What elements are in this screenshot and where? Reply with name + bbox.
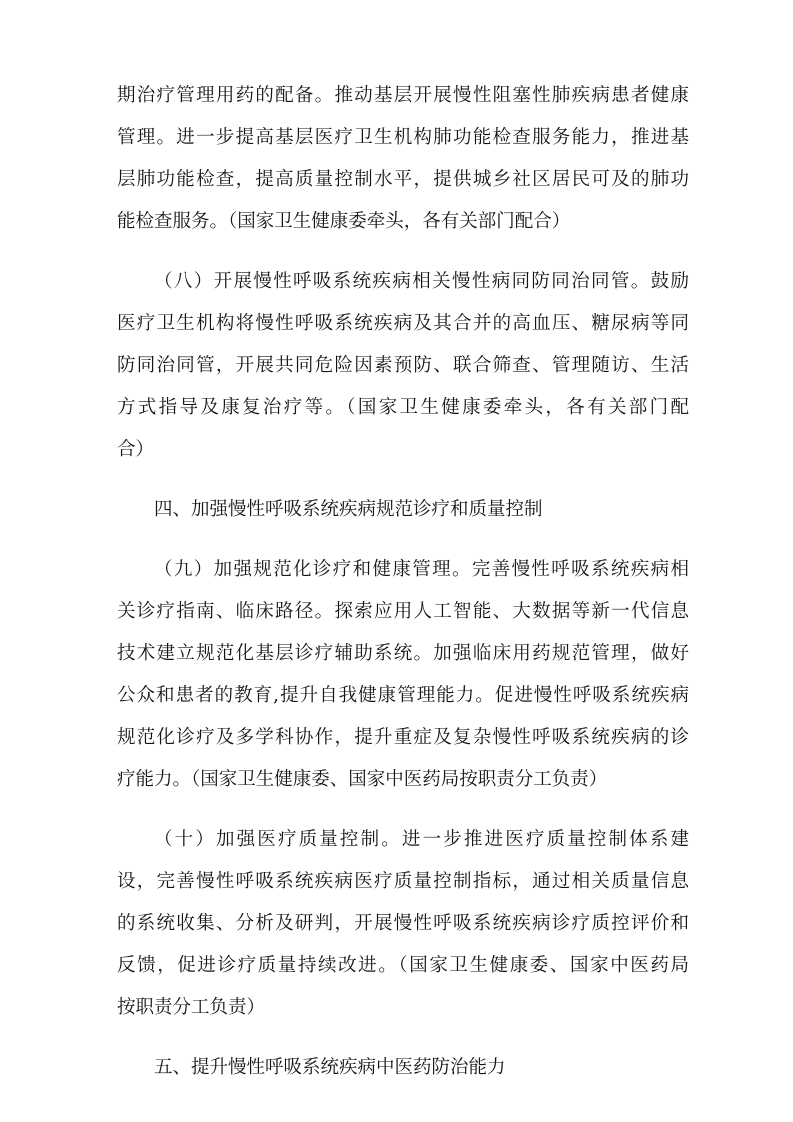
paragraph-start-line: （九）加强规范化诊疗和健康管理。完善慢性呼吸系统疾病相 [154,559,689,580]
text-line: 规范化诊疗及多学科协作，提升重症及复杂慢性呼吸系统疾病的诊 [117,727,689,748]
text-line: 设，完善慢性呼吸系统疾病医疗质量控制指标，通过相关质量信息 [117,871,689,892]
section-heading: 五、提升慢性呼吸系统疾病中医药防治能力 [154,1057,506,1078]
text-line: 方式指导及康复治疗等。（国家卫生健康委牵头，各有关部门配 [117,397,689,418]
paragraph-start-line: （十）加强医疗质量控制。进一步推进医疗质量控制体系建 [154,829,689,850]
text-line: 合） [117,439,155,460]
text-line: 反馈，促进诊疗质量持续改进。（国家卫生健康委、国家中医药局 [117,955,689,976]
text-line: 期治疗管理用药的配备。推动基层开展慢性阻塞性肺疾病患者健康 [117,85,689,106]
text-line: 防同治同管，开展共同危险因素预防、联合筛查、管理随访、生活 [117,355,689,376]
text-line: 关诊疗指南、临床路径。探索应用人工智能、大数据等新一代信息 [117,601,689,622]
text-line: 医疗卫生机构将慢性呼吸系统疾病及其合并的高血压、糖尿病等同 [117,313,689,334]
text-line: 技术建立规范化基层诊疗辅助系统。加强临床用药规范管理，做好 [117,643,689,664]
text-line: 公众和患者的教育,提升自我健康管理能力。促进慢性呼吸系统疾病 [117,685,689,706]
text-line: 按职责分工负责） [117,997,266,1018]
text-line: 疗能力。（国家卫生健康委、国家中医药局按职责分工负责） [117,769,608,790]
text-line: 层肺功能检查，提高质量控制水平，提供城乡社区居民可及的肺功 [117,169,689,190]
text-line: 管理。进一步提高基层医疗卫生机构肺功能检查服务能力，推进基 [117,127,689,148]
section-heading: 四、加强慢性呼吸系统疾病规范诊疗和质量控制 [154,499,543,520]
text-line: 能检查服务。（国家卫生健康委牵头，各有关部门配合） [117,211,571,232]
text-line: 的系统收集、分析及研判，开展慢性呼吸系统疾病诊疗质控评价和 [117,913,689,934]
paragraph-start-line: （八）开展慢性呼吸系统疾病相关慢性病同防同治同管。鼓励 [154,271,689,292]
